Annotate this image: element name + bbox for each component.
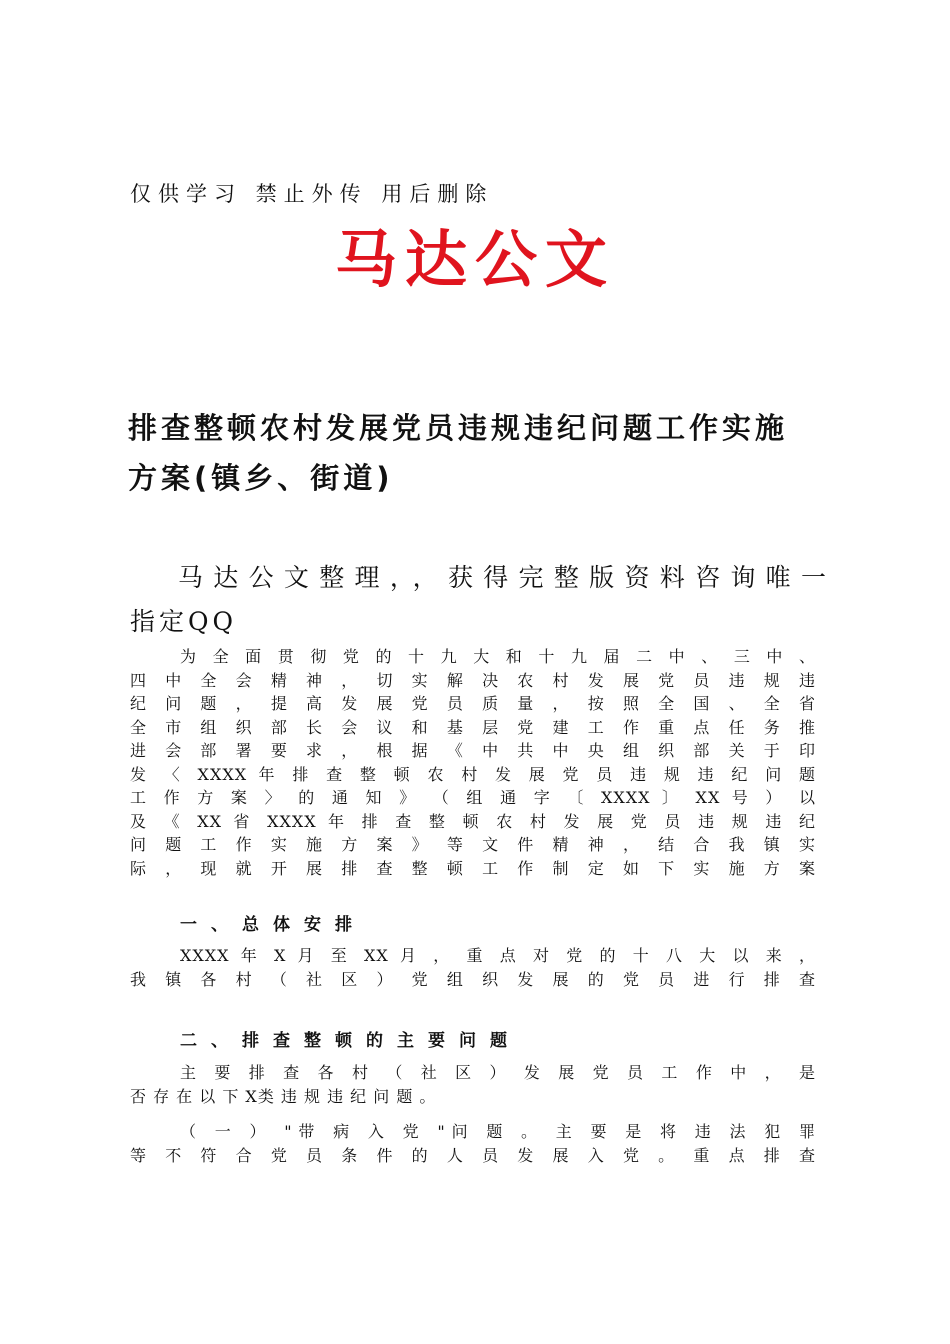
intro-line-2: 指定QQ <box>130 607 237 636</box>
section-heading-1: 一、总体安排 <box>180 915 366 935</box>
paragraph-line: 主 要 排 查 各 村 （ 社 区 ） 发 展 党 员 工 作 中 ， 是 <box>180 1063 816 1082</box>
document-title <box>128 403 828 503</box>
paragraph-line: 进 会 部 署 要 求 ， 根 据 《 中 共 中 央 组 织 部 关 于 印 <box>130 741 816 760</box>
section-heading-2: 二、排查整顿的主要问题 <box>180 1031 521 1051</box>
body-paragraph-4 <box>130 1120 816 1167</box>
paragraph-line: 际 ， 现 就 开 展 排 查 整 顿 工 作 制 定 如 下 实 施 方 案 <box>130 858 816 878</box>
paragraph-line: 及 《 XX 省 XXXX 年 排 查 整 顿 农 村 发 展 党 员 违 规 违 纪 <box>130 811 816 831</box>
paragraph-line: 四 中 全 会 精 神 ， 切 实 解 决 农 村 发 展 党 员 违 规 违 <box>130 670 816 690</box>
paragraph-line: 为 全 面 贯 彻 党 的 十 九 大 和 十 九 届 二 中 、 三 中 、 <box>180 647 816 666</box>
paragraph-line: 全 市 组 织 部 长 会 议 和 基 层 党 建 工 作 重 点 任 务 推 <box>130 717 816 737</box>
paragraph-line: 工 作 方 案 〉 的 通 知 》 （ 组 通 字 〔 XXXX 〕 XX 号 ） 以 <box>130 788 816 807</box>
paragraph-line: 纪 问 题 ， 提 高 发 展 党 员 质 量 ， 按 照 全 国 、 全 省 <box>130 694 816 713</box>
intro-paragraph <box>130 556 830 644</box>
intro-line-1: 马达公文整理，，获得完整版资料咨询唯一 <box>178 563 830 592</box>
paragraph-line: XXXX 年 X 月 至 XX 月 ， 重 点 对 党 的 十 八 大 以 来 ， <box>180 946 816 965</box>
body-paragraph-1 <box>130 645 816 880</box>
paragraph-line: 否 存 在 以 下 X类 违 规 违 纪 问 题 。 <box>130 1086 437 1106</box>
body-paragraph-3 <box>130 1061 816 1108</box>
usage-notice: 仅供学习 禁止外传 用后删除 <box>130 182 494 206</box>
paragraph-line: （ 一 ） "带 病 入 党 "问 题 。 主 要 是 将 违 法 犯 罪 <box>180 1122 816 1141</box>
paragraph-line: 我 镇 各 村 （ 社 区 ） 党 组 织 发 展 的 党 员 进 行 排 查 <box>130 969 816 989</box>
brand-title: 马达公文 <box>334 223 615 296</box>
document-title-line-2: 方案(镇乡、街道) <box>128 461 394 495</box>
paragraph-line: 等 不 符 合 党 员 条 件 的 人 员 发 展 入 党 。 重 点 排 查 <box>130 1145 816 1165</box>
body-paragraph-2 <box>130 944 816 991</box>
paragraph-line: 问 题 工 作 实 施 方 案 》 等 文 件 精 神 ， 结 合 我 镇 实 <box>130 835 816 854</box>
document-title-line-1: 排查整顿农村发展党员违规违纪问题工作实施 <box>128 411 789 445</box>
paragraph-line: 发 〈 XXXX 年 排 查 整 顿 农 村 发 展 党 员 违 规 违 纪 问 题 <box>130 764 816 784</box>
